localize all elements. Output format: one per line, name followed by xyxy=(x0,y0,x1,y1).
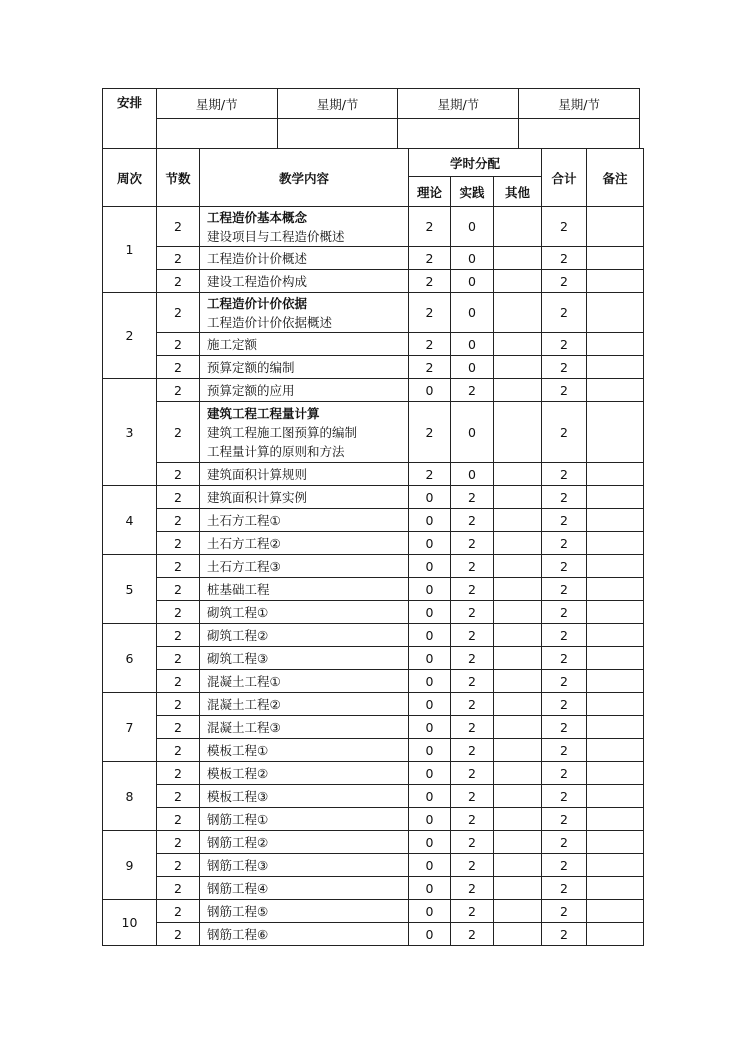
total-cell: 2 xyxy=(542,601,587,624)
practice-cell: 0 xyxy=(451,247,494,270)
total-cell: 2 xyxy=(542,463,587,486)
sessions-cell: 2 xyxy=(157,402,200,463)
theory-cell: 0 xyxy=(409,555,451,578)
remarks-cell[interactable] xyxy=(587,247,644,270)
practice-cell: 2 xyxy=(451,578,494,601)
total-cell: 2 xyxy=(542,486,587,509)
theory-cell: 0 xyxy=(409,877,451,900)
content-cell xyxy=(200,293,409,333)
remarks-cell[interactable] xyxy=(587,463,644,486)
syllabus-body xyxy=(103,207,644,946)
table-row xyxy=(103,333,644,356)
table-row xyxy=(103,762,644,785)
table-row xyxy=(103,379,644,402)
practice-cell: 0 xyxy=(451,463,494,486)
week-number: 10 xyxy=(103,900,157,946)
other-cell xyxy=(494,785,542,808)
practice-cell: 0 xyxy=(451,293,494,333)
total-cell: 2 xyxy=(542,402,587,463)
content-cell xyxy=(200,624,409,647)
other-cell xyxy=(494,270,542,293)
schedule-table xyxy=(102,88,640,149)
theory-cell: 0 xyxy=(409,762,451,785)
other-cell xyxy=(494,247,542,270)
other-cell xyxy=(494,854,542,877)
content-cell xyxy=(200,356,409,379)
sessions-cell: 2 xyxy=(157,532,200,555)
sessions-cell: 2 xyxy=(157,831,200,854)
practice-cell: 2 xyxy=(451,647,494,670)
theory-cell: 2 xyxy=(409,356,451,379)
schedule-slot-value[interactable] xyxy=(519,119,640,149)
theory-cell: 0 xyxy=(409,900,451,923)
remarks-cell[interactable] xyxy=(587,808,644,831)
header-sessions: 节数 xyxy=(157,149,200,207)
content-cell xyxy=(200,854,409,877)
content-cell xyxy=(200,923,409,946)
theory-cell: 0 xyxy=(409,808,451,831)
content-cell xyxy=(200,716,409,739)
total-cell: 2 xyxy=(542,509,587,532)
theory-cell: 2 xyxy=(409,463,451,486)
content-cell xyxy=(200,379,409,402)
content-cell xyxy=(200,900,409,923)
remarks-cell[interactable] xyxy=(587,877,644,900)
topic-line: 土石方工程① xyxy=(207,512,281,528)
topic-line: 土石方工程③ xyxy=(207,558,281,574)
theory-cell: 0 xyxy=(409,854,451,877)
table-row xyxy=(103,486,644,509)
table-row xyxy=(103,270,644,293)
content-cell xyxy=(200,808,409,831)
practice-cell: 2 xyxy=(451,739,494,762)
remarks-cell[interactable] xyxy=(587,785,644,808)
week-number: 6 xyxy=(103,624,157,693)
schedule-slot-value[interactable] xyxy=(156,119,277,149)
total-cell: 2 xyxy=(542,379,587,402)
schedule-slot: 星期/节 xyxy=(398,89,519,119)
remarks-cell[interactable] xyxy=(587,555,644,578)
topic-line: 桩基础工程 xyxy=(207,581,270,597)
content-cell xyxy=(200,532,409,555)
other-cell xyxy=(494,693,542,716)
remarks-cell[interactable] xyxy=(587,716,644,739)
header-total: 合计 xyxy=(542,149,587,207)
sessions-cell: 2 xyxy=(157,854,200,877)
theory-cell: 2 xyxy=(409,207,451,247)
remarks-cell[interactable] xyxy=(587,923,644,946)
week-number: 5 xyxy=(103,555,157,624)
table-row xyxy=(103,207,644,247)
other-cell xyxy=(494,739,542,762)
theory-cell: 0 xyxy=(409,532,451,555)
sessions-cell: 2 xyxy=(157,555,200,578)
theory-cell: 2 xyxy=(409,402,451,463)
total-cell: 2 xyxy=(542,578,587,601)
table-row xyxy=(103,356,644,379)
other-cell xyxy=(494,356,542,379)
remarks-cell[interactable] xyxy=(587,402,644,463)
total-cell: 2 xyxy=(542,647,587,670)
practice-cell: 2 xyxy=(451,555,494,578)
sessions-cell: 2 xyxy=(157,716,200,739)
theory-cell: 0 xyxy=(409,601,451,624)
remarks-cell[interactable] xyxy=(587,647,644,670)
week-number: 7 xyxy=(103,693,157,762)
table-row xyxy=(103,808,644,831)
practice-cell: 2 xyxy=(451,624,494,647)
remarks-cell[interactable] xyxy=(587,356,644,379)
topic-line: 预算定额的应用 xyxy=(207,382,295,398)
sessions-cell: 2 xyxy=(157,463,200,486)
table-row xyxy=(103,463,644,486)
total-cell: 2 xyxy=(542,923,587,946)
table-row xyxy=(103,693,644,716)
remarks-cell[interactable] xyxy=(587,831,644,854)
topic-line: 钢筋工程⑤ xyxy=(207,903,269,919)
remarks-cell[interactable] xyxy=(587,509,644,532)
practice-cell: 2 xyxy=(451,486,494,509)
total-cell: 2 xyxy=(542,670,587,693)
theory-cell: 0 xyxy=(409,923,451,946)
topic-line: 砌筑工程① xyxy=(207,604,269,620)
topic-line: 模板工程① xyxy=(207,742,269,758)
theory-cell: 0 xyxy=(409,716,451,739)
topic-line: 模板工程② xyxy=(207,765,269,781)
other-cell xyxy=(494,716,542,739)
content-cell xyxy=(200,693,409,716)
other-cell xyxy=(494,578,542,601)
total-cell: 2 xyxy=(542,877,587,900)
topic-line: 混凝土工程③ xyxy=(207,719,281,735)
remarks-cell[interactable] xyxy=(587,900,644,923)
section-title: 工程造价计价依据 xyxy=(207,295,308,311)
schedule-slot: 星期/节 xyxy=(519,89,640,119)
table-row xyxy=(103,647,644,670)
remarks-cell[interactable] xyxy=(587,762,644,785)
practice-cell: 0 xyxy=(451,207,494,247)
topic-line: 混凝土工程① xyxy=(207,673,281,689)
sessions-cell: 2 xyxy=(157,785,200,808)
table-row xyxy=(103,624,644,647)
topic-line: 建筑面积计算规则 xyxy=(207,466,308,482)
practice-cell: 2 xyxy=(451,923,494,946)
theory-cell: 0 xyxy=(409,785,451,808)
week-number: 4 xyxy=(103,486,157,555)
practice-cell: 2 xyxy=(451,808,494,831)
week-number: 3 xyxy=(103,379,157,486)
total-cell: 2 xyxy=(542,247,587,270)
remarks-cell[interactable] xyxy=(587,486,644,509)
schedule-slot: 星期/节 xyxy=(277,89,398,119)
header-content: 教学内容 xyxy=(200,149,409,207)
remarks-cell[interactable] xyxy=(587,207,644,247)
table-row xyxy=(103,831,644,854)
topic-line: 混凝土工程② xyxy=(207,696,281,712)
topic-line: 施工定额 xyxy=(207,336,258,352)
theory-cell: 0 xyxy=(409,739,451,762)
week-number: 8 xyxy=(103,762,157,831)
other-cell xyxy=(494,486,542,509)
sessions-cell: 2 xyxy=(157,333,200,356)
theory-cell: 0 xyxy=(409,647,451,670)
week-number: 1 xyxy=(103,207,157,293)
theory-cell: 0 xyxy=(409,486,451,509)
topic-line: 砌筑工程③ xyxy=(207,650,269,666)
practice-cell: 0 xyxy=(451,270,494,293)
header-hours: 学时分配 xyxy=(409,149,542,177)
remarks-cell[interactable] xyxy=(587,601,644,624)
topic-line: 建设项目与工程造价概述 xyxy=(207,228,345,244)
topic-line: 预算定额的编制 xyxy=(207,359,295,375)
theory-cell: 0 xyxy=(409,509,451,532)
practice-cell: 2 xyxy=(451,900,494,923)
other-cell xyxy=(494,831,542,854)
sessions-cell: 2 xyxy=(157,762,200,785)
content-cell xyxy=(200,402,409,463)
total-cell: 2 xyxy=(542,555,587,578)
remarks-cell[interactable] xyxy=(587,333,644,356)
other-cell xyxy=(494,900,542,923)
table-row xyxy=(103,739,644,762)
remarks-cell[interactable] xyxy=(587,670,644,693)
week-number: 2 xyxy=(103,293,157,379)
other-cell xyxy=(494,923,542,946)
practice-cell: 2 xyxy=(451,693,494,716)
other-cell xyxy=(494,555,542,578)
remarks-cell[interactable] xyxy=(587,739,644,762)
week-number: 9 xyxy=(103,831,157,900)
table-row xyxy=(103,785,644,808)
total-cell: 2 xyxy=(542,854,587,877)
remarks-cell[interactable] xyxy=(587,293,644,333)
practice-cell: 2 xyxy=(451,762,494,785)
table-row xyxy=(103,601,644,624)
sessions-cell: 2 xyxy=(157,647,200,670)
topic-line: 砌筑工程② xyxy=(207,627,269,643)
content-cell xyxy=(200,486,409,509)
remarks-cell[interactable] xyxy=(587,624,644,647)
topic-line: 钢筋工程④ xyxy=(207,880,269,896)
sessions-cell: 2 xyxy=(157,877,200,900)
other-cell xyxy=(494,762,542,785)
sessions-cell: 2 xyxy=(157,923,200,946)
sessions-cell: 2 xyxy=(157,624,200,647)
table-row xyxy=(103,578,644,601)
sessions-cell: 2 xyxy=(157,509,200,532)
sessions-cell: 2 xyxy=(157,207,200,247)
total-cell: 2 xyxy=(542,693,587,716)
practice-cell: 2 xyxy=(451,831,494,854)
theory-cell: 0 xyxy=(409,693,451,716)
content-cell xyxy=(200,647,409,670)
other-cell xyxy=(494,808,542,831)
other-cell xyxy=(494,532,542,555)
content-cell xyxy=(200,463,409,486)
header-practice: 实践 xyxy=(451,177,494,207)
practice-cell: 2 xyxy=(451,877,494,900)
schedule-slot: 星期/节 xyxy=(156,89,277,119)
content-cell xyxy=(200,555,409,578)
section-title: 建筑工程工程量计算 xyxy=(207,405,320,421)
total-cell: 2 xyxy=(542,293,587,333)
sessions-cell: 2 xyxy=(157,739,200,762)
content-cell xyxy=(200,578,409,601)
syllabus-table xyxy=(102,148,644,946)
theory-cell: 0 xyxy=(409,624,451,647)
header-theory: 理论 xyxy=(409,177,451,207)
remarks-cell[interactable] xyxy=(587,693,644,716)
theory-cell: 0 xyxy=(409,379,451,402)
schedule-label: 安排 xyxy=(103,89,157,149)
total-cell: 2 xyxy=(542,532,587,555)
total-cell: 2 xyxy=(542,808,587,831)
other-cell xyxy=(494,877,542,900)
theory-cell: 2 xyxy=(409,293,451,333)
other-cell xyxy=(494,509,542,532)
schedule-slot-value[interactable] xyxy=(277,119,398,149)
total-cell: 2 xyxy=(542,785,587,808)
sessions-cell: 2 xyxy=(157,808,200,831)
theory-cell: 0 xyxy=(409,831,451,854)
practice-cell: 2 xyxy=(451,601,494,624)
table-row xyxy=(103,877,644,900)
theory-cell: 0 xyxy=(409,578,451,601)
table-row xyxy=(103,247,644,270)
content-cell xyxy=(200,670,409,693)
sessions-cell: 2 xyxy=(157,486,200,509)
practice-cell: 2 xyxy=(451,785,494,808)
theory-cell: 2 xyxy=(409,333,451,356)
content-cell xyxy=(200,509,409,532)
remarks-cell[interactable] xyxy=(587,379,644,402)
other-cell xyxy=(494,293,542,333)
content-cell xyxy=(200,739,409,762)
total-cell: 2 xyxy=(542,739,587,762)
sessions-cell: 2 xyxy=(157,670,200,693)
content-cell xyxy=(200,762,409,785)
topic-line: 建筑面积计算实例 xyxy=(207,489,308,505)
total-cell: 2 xyxy=(542,356,587,379)
topic-line: 工程造价计价概述 xyxy=(207,250,308,266)
other-cell xyxy=(494,402,542,463)
table-row xyxy=(103,555,644,578)
other-cell xyxy=(494,624,542,647)
total-cell: 2 xyxy=(542,270,587,293)
other-cell xyxy=(494,670,542,693)
remarks-cell[interactable] xyxy=(587,854,644,877)
total-cell: 2 xyxy=(542,762,587,785)
practice-cell: 0 xyxy=(451,356,494,379)
topic-line: 工程量计算的原则和方法 xyxy=(207,443,345,459)
sessions-cell: 2 xyxy=(157,693,200,716)
sessions-cell: 2 xyxy=(157,293,200,333)
other-cell xyxy=(494,601,542,624)
other-cell xyxy=(494,333,542,356)
topic-line: 土石方工程② xyxy=(207,535,281,551)
sessions-cell: 2 xyxy=(157,247,200,270)
practice-cell: 2 xyxy=(451,670,494,693)
practice-cell: 0 xyxy=(451,333,494,356)
practice-cell: 2 xyxy=(451,716,494,739)
header-other: 其他 xyxy=(494,177,542,207)
content-cell xyxy=(200,333,409,356)
practice-cell: 2 xyxy=(451,379,494,402)
table-row xyxy=(103,900,644,923)
section-title: 工程造价基本概念 xyxy=(207,209,308,225)
total-cell: 2 xyxy=(542,900,587,923)
practice-cell: 2 xyxy=(451,854,494,877)
sessions-cell: 2 xyxy=(157,900,200,923)
content-cell xyxy=(200,601,409,624)
sessions-cell: 2 xyxy=(157,356,200,379)
content-cell xyxy=(200,270,409,293)
practice-cell: 0 xyxy=(451,402,494,463)
total-cell: 2 xyxy=(542,831,587,854)
header-remarks: 备注 xyxy=(587,149,644,207)
other-cell xyxy=(494,463,542,486)
topic-line: 钢筋工程② xyxy=(207,834,269,850)
topic-line: 钢筋工程⑥ xyxy=(207,926,269,942)
sessions-cell: 2 xyxy=(157,270,200,293)
total-cell: 2 xyxy=(542,333,587,356)
table-row xyxy=(103,293,644,333)
remarks-cell[interactable] xyxy=(587,578,644,601)
other-cell xyxy=(494,379,542,402)
topic-line: 工程造价计价依据概述 xyxy=(207,314,333,330)
remarks-cell[interactable] xyxy=(587,270,644,293)
topic-line: 建设工程造价构成 xyxy=(207,273,308,289)
table-row xyxy=(103,532,644,555)
content-cell xyxy=(200,831,409,854)
table-row xyxy=(103,402,644,463)
topic-line: 钢筋工程③ xyxy=(207,857,269,873)
other-cell xyxy=(494,647,542,670)
topic-line: 建筑工程施工图预算的编制 xyxy=(207,424,358,440)
table-row xyxy=(103,923,644,946)
theory-cell: 0 xyxy=(409,670,451,693)
content-cell xyxy=(200,207,409,247)
remarks-cell[interactable] xyxy=(587,532,644,555)
table-row xyxy=(103,716,644,739)
total-cell: 2 xyxy=(542,716,587,739)
topic-line: 模板工程③ xyxy=(207,788,269,804)
total-cell: 2 xyxy=(542,207,587,247)
schedule-slot-value[interactable] xyxy=(398,119,519,149)
table-row xyxy=(103,854,644,877)
table-row xyxy=(103,509,644,532)
sessions-cell: 2 xyxy=(157,601,200,624)
other-cell xyxy=(494,207,542,247)
topic-line: 钢筋工程① xyxy=(207,811,269,827)
sessions-cell: 2 xyxy=(157,379,200,402)
practice-cell: 2 xyxy=(451,532,494,555)
theory-cell: 2 xyxy=(409,247,451,270)
sessions-cell: 2 xyxy=(157,578,200,601)
content-cell xyxy=(200,247,409,270)
theory-cell: 2 xyxy=(409,270,451,293)
content-cell xyxy=(200,877,409,900)
total-cell: 2 xyxy=(542,624,587,647)
content-cell xyxy=(200,785,409,808)
header-week: 周次 xyxy=(103,149,157,207)
practice-cell: 2 xyxy=(451,509,494,532)
table-row xyxy=(103,670,644,693)
